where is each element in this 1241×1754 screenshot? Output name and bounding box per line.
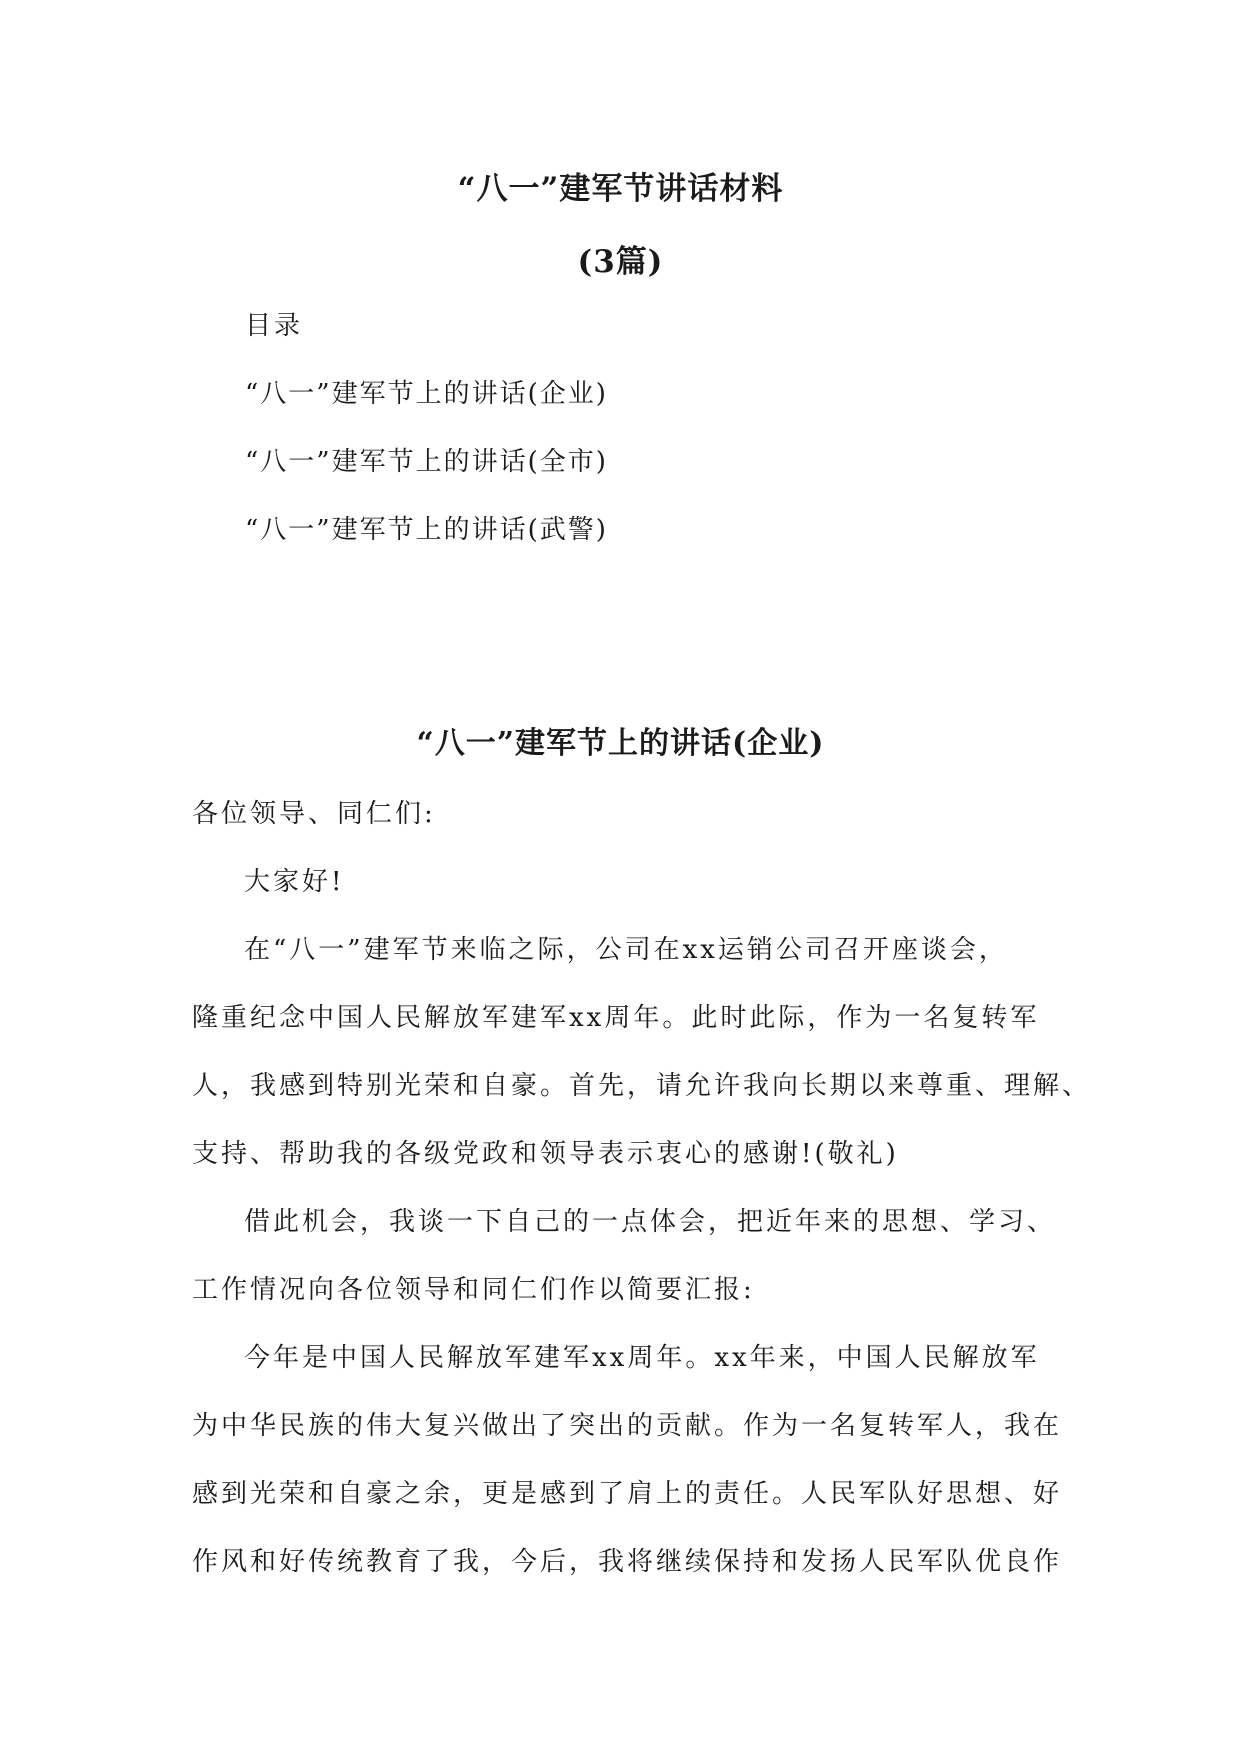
paragraph-line: 隆重纪念中国人民解放军建军xx周年。此时此际，作为一名复转军: [192, 1003, 1040, 1033]
paragraph: [192, 916, 1092, 1188]
salutation-text: 各位领导、同仁们:: [192, 799, 436, 829]
paragraph-line: 支持、帮助我的各级党政和领导表示衷心的感谢!(敬礼): [192, 1139, 899, 1169]
salutation: [192, 780, 1072, 848]
paragraph-line: 人，我感到特别光荣和自豪。首先，请允许我向长期以来尊重、理解、: [192, 1071, 1092, 1101]
paragraph-line: 借此机会，我谈一下自己的一点体会，把近年来的思想、学习、: [244, 1207, 1057, 1237]
toc-item: “八一”建军节上的讲话(企业): [245, 379, 608, 409]
paragraph-line: 今年是中国人民解放军建军xx周年。xx年来，中国人民解放军: [244, 1343, 1040, 1373]
toc-heading: 目录: [245, 311, 304, 341]
article-body: [192, 780, 1092, 1596]
article-title: “八一”建军节上的讲话(企业): [416, 726, 825, 761]
paragraph: [192, 1324, 1072, 1596]
paragraph-line: 在“八一”建军节来临之际，公司在xx运销公司召开座谈会，: [244, 935, 1008, 965]
document-subtitle: (3篇): [577, 244, 664, 280]
paragraph-line: 感到光荣和自豪之余，更是感到了肩上的责任。人民军队好思想、好: [192, 1479, 1063, 1509]
toc-item: “八一”建军节上的讲话(全市): [245, 447, 608, 477]
toc-item: “八一”建军节上的讲话(武警): [245, 515, 608, 545]
document-title: “八一”建军节讲话材料: [457, 171, 784, 207]
greeting: [192, 848, 1072, 916]
table-of-contents: [245, 306, 608, 578]
paragraph-line: 工作情况向各位领导和同仁们作以简要汇报:: [192, 1275, 755, 1305]
paragraph: [192, 1188, 1072, 1324]
paragraph-line: 为中华民族的伟大复兴做出了突出的贡献。作为一名复转军人，我在: [192, 1411, 1063, 1441]
greeting-text: 大家好!: [244, 867, 345, 897]
paragraph-line: 作风和好传统教育了我，今后，我将继续保持和发扬人民军队优良作: [192, 1547, 1063, 1577]
